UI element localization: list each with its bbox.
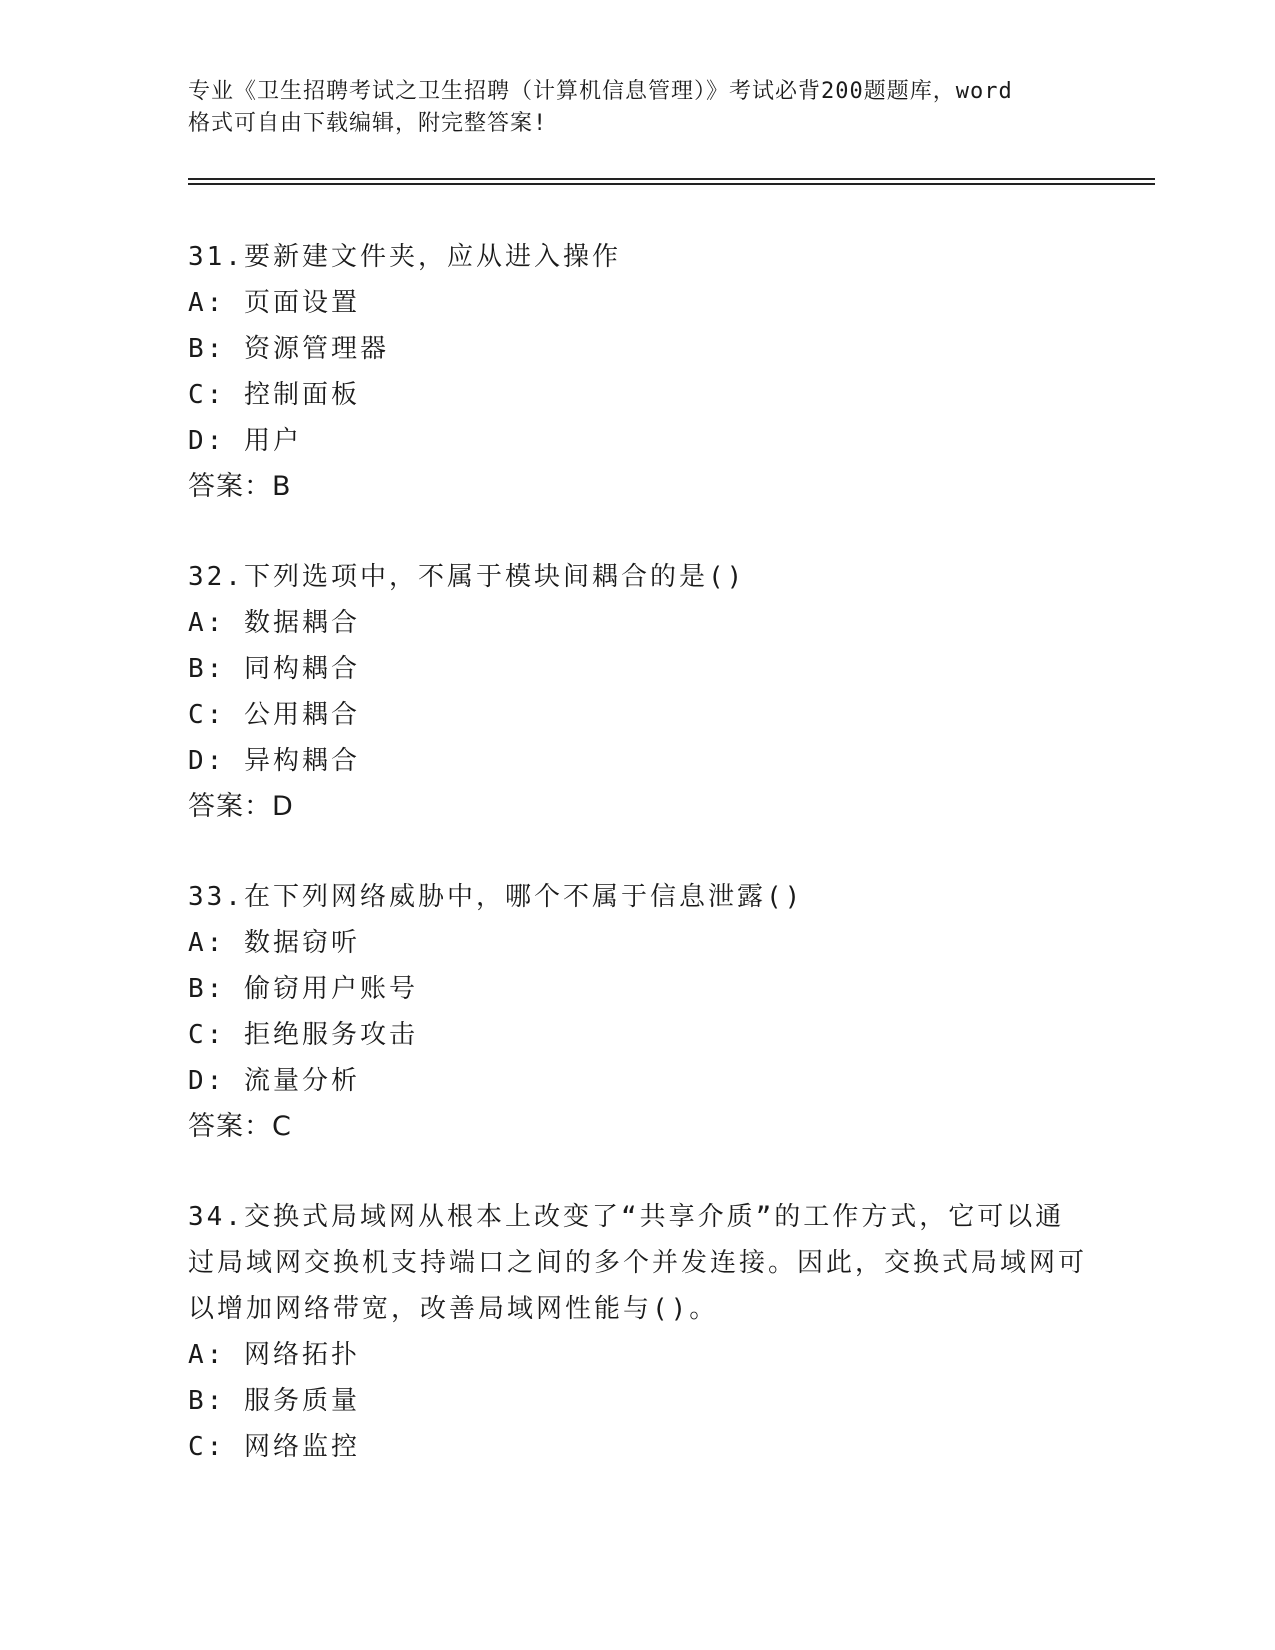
option-b: B: 服务质量 [188, 1386, 360, 1416]
question-stem: 33.在下列网络威胁中，哪个不属于信息泄露() [188, 882, 804, 912]
option-b: B: 资源管理器 [188, 334, 389, 364]
option-b: B: 偷窃用户账号 [188, 974, 418, 1004]
document-header [188, 76, 1088, 140]
option-a: A: 数据耦合 [188, 608, 360, 638]
question-stem: 31.要新建文件夹，应从进入操作 [188, 242, 621, 272]
answer-line: 答案：D [188, 791, 294, 822]
option-a: A: 网络拓扑 [188, 1340, 360, 1370]
question-list [188, 234, 1088, 1514]
option-c: C: 公用耦合 [188, 700, 360, 730]
header-line-1: 专业《卫生招聘考试之卫生招聘（计算机信息管理）》考试必背200题题库，word [188, 79, 1013, 104]
header-divider-top [188, 178, 1155, 180]
option-b: B: 同构耦合 [188, 654, 360, 684]
option-d: D: 流量分析 [188, 1066, 360, 1096]
option-d: D: 用户 [188, 426, 302, 456]
option-c: C: 拒绝服务攻击 [188, 1020, 418, 1050]
answer-line: 答案：C [188, 1111, 292, 1142]
question-stem: 32.下列选项中，不属于模块间耦合的是() [188, 562, 746, 592]
header-divider-bottom [188, 183, 1155, 185]
question-32 [188, 554, 1088, 830]
option-a: A: 页面设置 [188, 288, 360, 318]
question-31 [188, 234, 1088, 510]
option-a: A: 数据窃听 [188, 928, 360, 958]
option-c: C: 控制面板 [188, 380, 360, 410]
header-line-2: 格式可自由下载编辑，附完整答案! [188, 111, 548, 136]
option-d: D: 异构耦合 [188, 746, 360, 776]
question-33 [188, 874, 1088, 1150]
question-34 [188, 1194, 1088, 1470]
question-stem: 34.交换式局域网从根本上改变了“共享介质”的工作方式，它可以通过局域网交换机支持端口之间的多个并发连接。因此，交换式局域网可以增加网络带宽，改善局域网性能与()。 [188, 1202, 1088, 1324]
answer-line: 答案：B [188, 471, 292, 502]
option-c: C: 网络监控 [188, 1432, 360, 1462]
